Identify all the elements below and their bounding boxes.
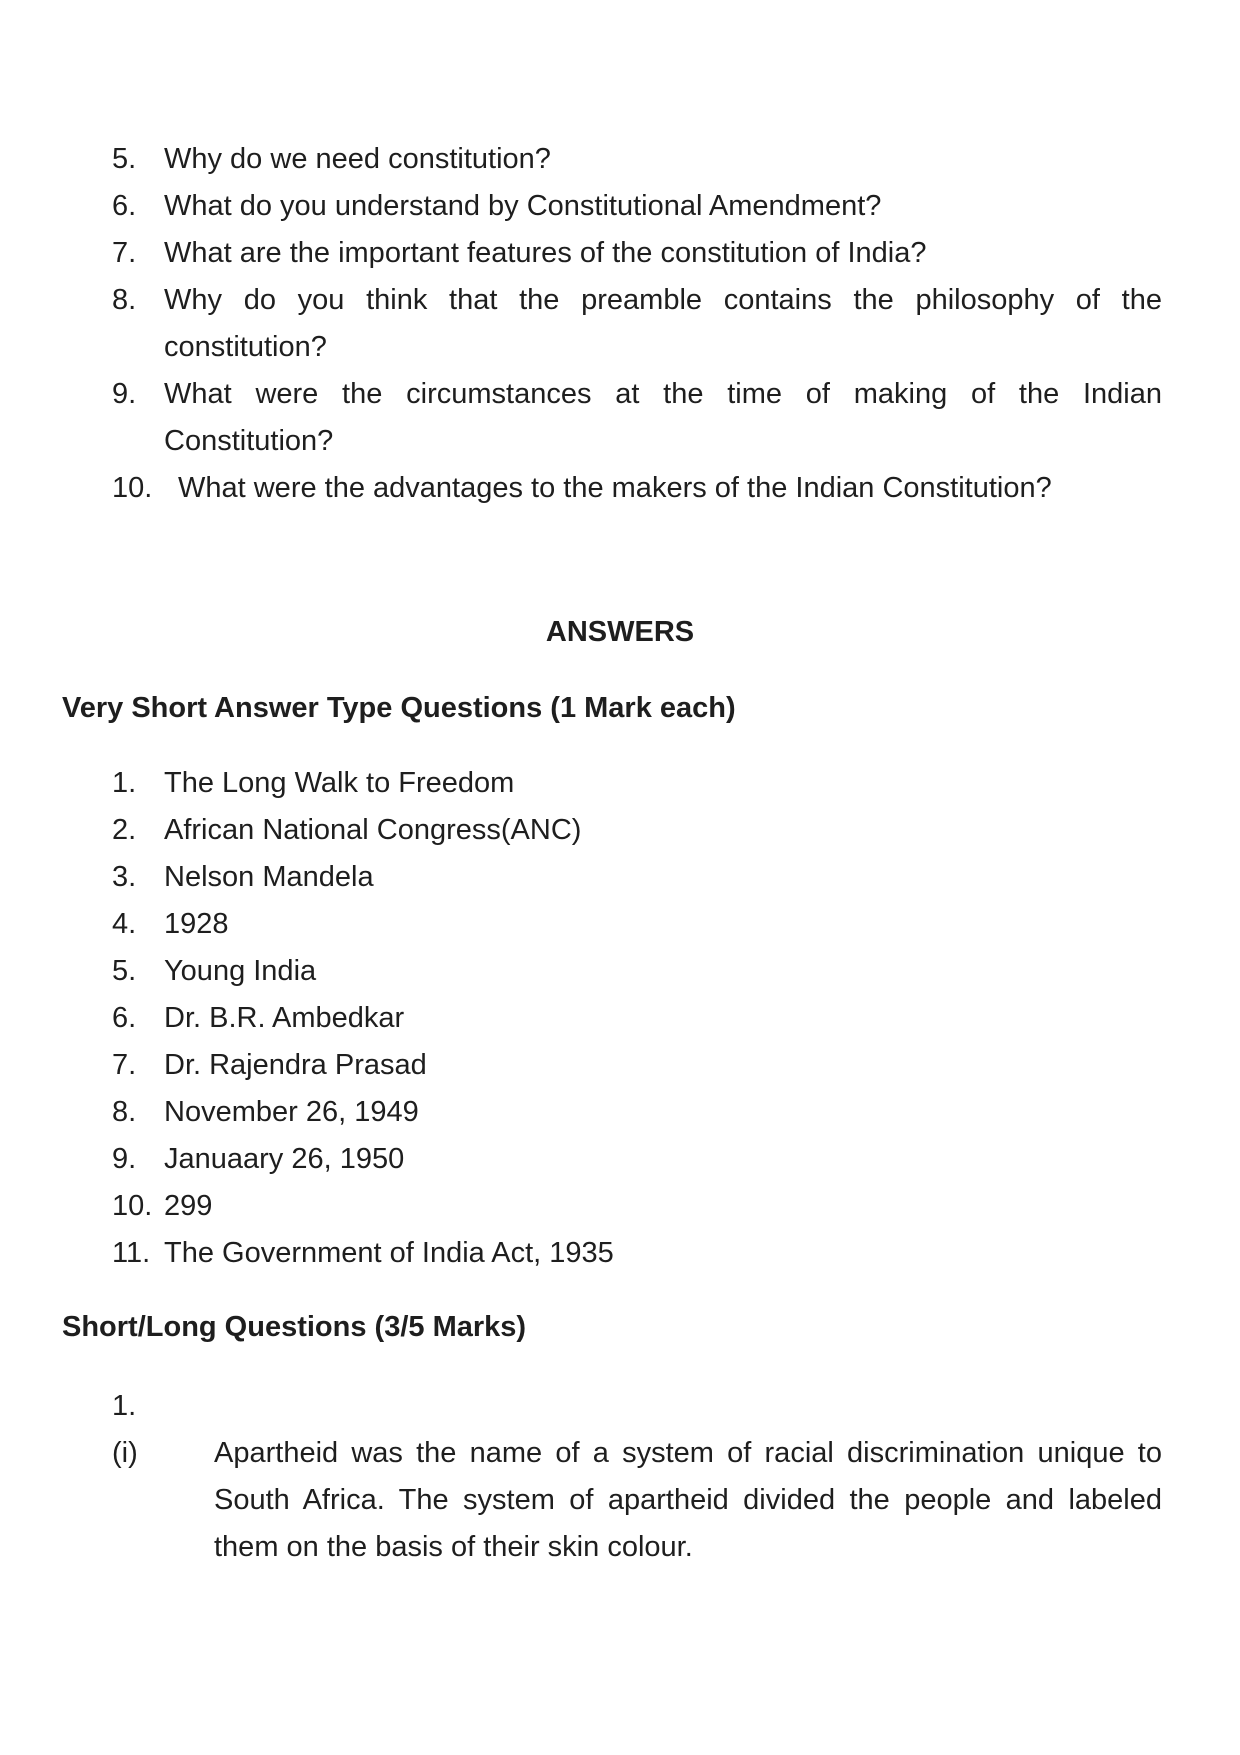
item-text: What were the advantages to the makers of the Indian Constitution? xyxy=(178,472,1052,504)
list-item xyxy=(112,1230,1012,1277)
item-number: 8. xyxy=(112,1096,137,1128)
item-text: Nelson Mandela xyxy=(164,861,374,893)
item-text: What do you understand by Constitutional Amendment? xyxy=(164,190,882,222)
list-item xyxy=(112,1042,1012,1089)
item-text: 299 xyxy=(164,1190,213,1222)
item-text: Why do we need constitution? xyxy=(164,143,551,175)
item-number: 7. xyxy=(112,237,137,269)
list-item xyxy=(112,230,1162,277)
item-text: Why do you think that the preamble contains the philosophy of the constitution? xyxy=(164,284,1162,363)
answers-heading: ANSWERS xyxy=(545,616,695,648)
list-item xyxy=(112,1136,1012,1183)
item-number: 6. xyxy=(112,1002,137,1034)
list-item xyxy=(112,995,1012,1042)
list-item xyxy=(112,948,1012,995)
list-item xyxy=(112,854,1012,901)
list-item xyxy=(112,901,1012,948)
item-text: Dr. B.R. Ambedkar xyxy=(164,1002,405,1034)
item-text: Dr. Rajendra Prasad xyxy=(164,1049,427,1081)
item-text: The Government of India Act, 1935 xyxy=(164,1237,614,1269)
item-text: What are the important features of the constitution of India? xyxy=(164,237,927,269)
very-short-answer-list xyxy=(112,760,1012,1277)
list-item xyxy=(112,277,1162,371)
item-number: 6. xyxy=(112,190,137,222)
item-number: 4. xyxy=(112,908,137,940)
item-number: 2. xyxy=(112,814,137,846)
sub-answer-label: (i) xyxy=(112,1437,138,1469)
item-number: 9. xyxy=(112,378,137,410)
list-item xyxy=(112,1183,1012,1230)
item-number: 8. xyxy=(112,284,137,316)
item-text: Januaary 26, 1950 xyxy=(164,1143,405,1175)
question-list xyxy=(112,136,1162,512)
item-text: Young India xyxy=(164,955,317,987)
item-number: 5. xyxy=(112,955,137,987)
short-long-heading: Short/Long Questions (3/5 Marks) xyxy=(62,1311,527,1343)
item-text: African National Congress(ANC) xyxy=(164,814,582,846)
item-text: What were the circumstances at the time of making of the Indian Constitution? xyxy=(164,378,1162,457)
list-item xyxy=(112,807,1012,854)
item-number: 10. xyxy=(112,472,153,504)
item-text: The Long Walk to Freedom xyxy=(164,767,515,799)
item-number: 5. xyxy=(112,143,137,175)
list-item xyxy=(112,465,1162,512)
very-short-heading: Very Short Answer Type Questions (1 Mark each) xyxy=(62,692,736,724)
item-number: 7. xyxy=(112,1049,137,1081)
item-number: 1. xyxy=(112,767,137,799)
list-item xyxy=(112,1089,1012,1136)
list-item xyxy=(112,136,1162,183)
item-text: November 26, 1949 xyxy=(164,1096,419,1128)
item-text: 1928 xyxy=(164,908,229,940)
item-number: 3. xyxy=(112,861,137,893)
item-number: 10. xyxy=(112,1190,153,1222)
list-item xyxy=(112,183,1162,230)
list-item xyxy=(112,760,1012,807)
sub-answer-text: Apartheid was the name of a system of racial discrimination unique to South Africa. The system of apartheid divided the people and labeled them on the basis of their skin colour. xyxy=(214,1437,1162,1563)
answer-number: 1. xyxy=(112,1390,137,1422)
sub-answer xyxy=(112,1430,1162,1571)
item-number: 11. xyxy=(112,1237,151,1269)
list-item xyxy=(112,371,1162,465)
item-number: 9. xyxy=(112,1143,137,1175)
